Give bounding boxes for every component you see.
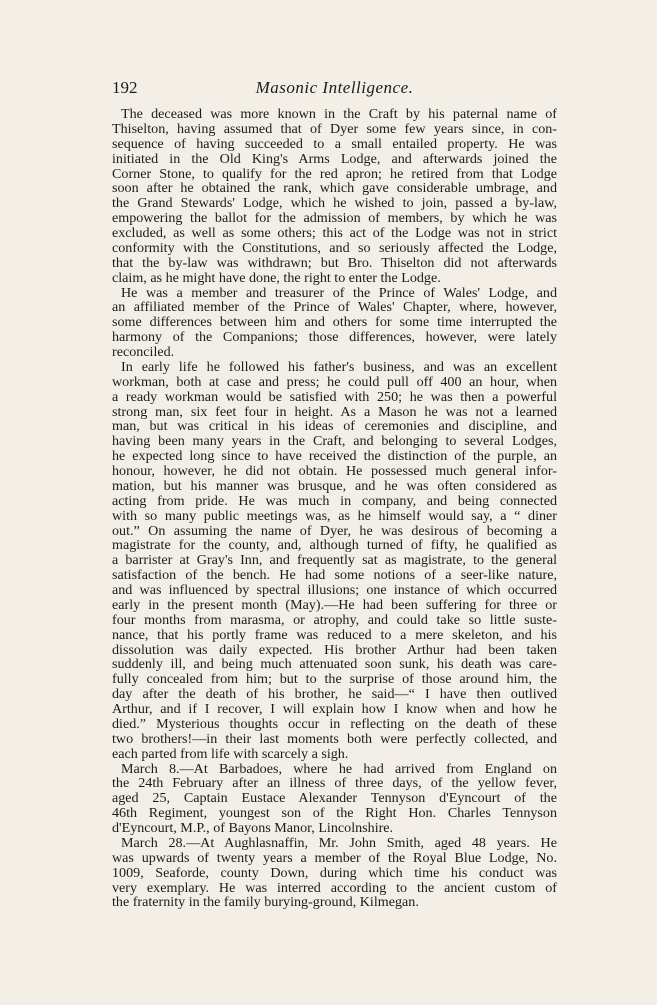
text-line: acting from pride. He was much in company, and being connected [112,493,557,509]
text-line: workman, both at case and press; he could pull off 400 an hour, when [112,374,557,390]
page-header [112,78,557,100]
text-line: he expected long since to have received the distinction of the purple, an [112,449,557,464]
text-line: claim, as he might have done, the right to enter the Lodge. [112,270,441,286]
text-line: March 28.—At Aughlasnaffin, Mr. John Smith, aged 48 years. He [121,835,557,851]
text-line: a ready workman would be satisfied with 250; he was then a powerful [112,389,557,405]
text-line: with so many public meetings was, as he himself would say, a “ diner [112,508,557,524]
text-line: the 24th February after an illness of three days, of the yellow fever, [112,776,557,792]
article-body [112,107,557,910]
text-line: two brothers!—in their last moments both were perfectly collected, and [112,731,557,747]
text-line: suddenly ill, and being much attenuated soon sunk, his death was care- [112,657,557,673]
text-line: soon after he obtained the rank, which gave considerable umbrage, and [112,181,557,197]
text-line: 46th Regiment, youngest son of the Right Hon. Charles Tennyson [112,806,557,821]
running-title: Masonic Intelligence. [255,78,414,97]
text-line: and was influenced by spectral illusions; one instance of which occurred [112,583,557,598]
text-line: nance, that his portly frame was reduced to a mere skeleton, and his [112,627,557,643]
paragraph [112,107,557,286]
text-line: harmony of the Companions; those differences, however, were lately [112,330,557,345]
text-line: magistrate for the county, and, although turned of fifty, he qualified as [112,538,557,554]
text-line: 1009, Seaforde, county Down, during which time his conduct was [112,865,557,881]
text-line: The deceased was more known in the Craft by his paternal name of [121,107,557,122]
text-line: an affiliated member of the Prince of Wales' Chapter, where, however, [112,300,557,316]
text-line: aged 25, Captain Eustace Alexander Tennyson d'Eyncourt of the [112,791,557,807]
text-line: out.” On assuming the name of Dyer, he was desirous of becoming a [112,523,557,539]
text-line: strong man, six feet four in height. As a Mason he was not a learned [112,404,557,420]
text-line: reconciled. [112,345,175,360]
text-line: sequence of having succeeded to a small entailed property. He was [112,136,557,152]
page-number: 192 [112,78,138,97]
text-line: four months from marasma, or atrophy, and could take so little suste- [112,612,557,628]
text-line: Arthur, and if I recover, I will explain how I know when and how he [112,702,557,717]
text-line: dissolution was daily expected. His brother Arthur had been taken [112,642,557,658]
text-line: each parted from life with scarcely a sigh. [112,746,349,762]
text-line: day after the death of his brother, he said—“ I have then outlived [112,687,557,702]
text-line: excluded, as well as some others; this act of the Lodge was not in strict [112,226,557,241]
text-line: the Grand Stewards' Lodge, which he wished to join, passed a by-law, [112,196,557,212]
text-line: initiated in the Old King's Arms Lodge, and afterwards joined the [112,151,557,167]
text-line: Thiselton, having assumed that of Dyer some few years since, in con- [112,121,557,137]
text-line: early in the present month (May).—He had been suffering for three or [112,597,557,613]
text-line: died.” Mysterious thoughts occur in reflecting on the death of these [112,716,557,732]
text-line: very exemplary. He was interred according to the ancient custom of [112,880,557,896]
text-line: honour, however, he did not obtain. He possessed much general infor- [112,464,557,479]
text-line: empowering the ballot for the admission of members, by which he was [112,211,557,226]
paragraph [112,762,557,836]
text-line: that the by-law was withdrawn; but Bro. Thiselton did not afterwards [112,255,557,271]
text-line: a barrister at Gray's Inn, and frequently sat as magistrate, to the general [112,553,557,569]
text-line: d'Eyncourt, M.P., of Bayons Manor, Lincolnshire. [112,821,394,836]
text-line: In early life he followed his father's business, and was an excellent [121,359,557,375]
text-line: was upwards of twenty years a member of the Royal Blue Lodge, No. [112,850,557,866]
paragraph [112,836,557,910]
text-line: the fraternity in the family burying-ground, Kilmegan. [112,895,419,911]
text-line: man, but was critical in his ideas of ceremonies and discipline, and [112,419,557,435]
text-line: satisfaction of the bench. He had some notions of a seer-like nature, [112,568,557,583]
text-line: March 8.—At Barbadoes, where he had arrived from England on [121,761,557,777]
paragraph [112,286,557,360]
text-line: mation, but his manner was brusque, and he was often considered as [112,478,557,494]
text-line: having been many years in the Craft, and belonging to several Lodges, [112,434,557,450]
text-line: fully concealed from him; but to the surprise of those around him, the [112,672,557,688]
paragraph [112,360,557,762]
text-line: Corner Stone, to qualify for the red apron; he retired from that Lodge [112,166,557,182]
text-line: He was a member and treasurer of the Prince of Wales' Lodge, and [121,285,557,301]
text-line: conformity with the Constitutions, and so seriously affected the Lodge, [112,240,557,256]
text-line: some differences between him and others for some time interrupted the [112,315,557,331]
